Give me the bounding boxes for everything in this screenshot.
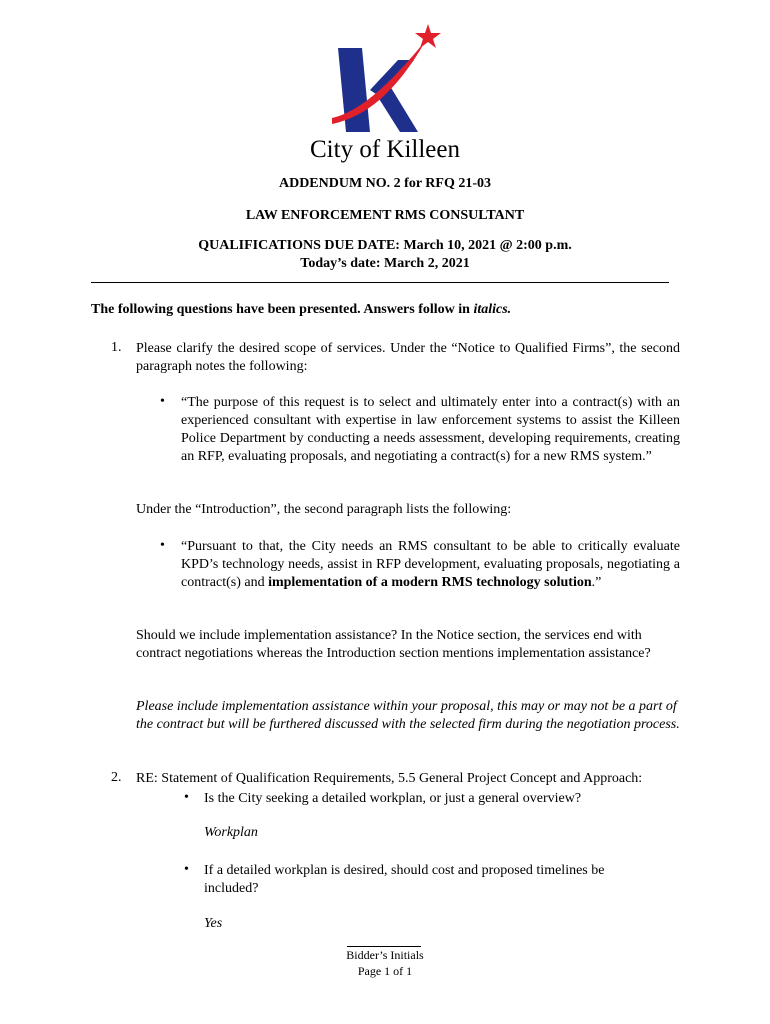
initials-line [347,946,421,947]
city-name: City of Killeen [310,136,460,163]
bidders-initials: Bidder’s Initials [346,948,424,962]
question-2-text: RE: Statement of Qualification Requirements, 5.5 General Project Concept and Approach: [136,771,643,786]
bullet-icon: • [160,394,165,409]
bullet-icon: • [184,790,189,805]
question-2-bullet-2: If a detailed workplan is desired, should cost and proposed timelines be included? [204,863,605,896]
intro-text: The following questions have been presented. Answers follow in [91,302,474,317]
due-date: QUALIFICATIONS DUE DATE: March 10, 2021 @ 2:00 p.m. [198,238,572,253]
bullet-icon: • [160,538,165,553]
rfq-subject: LAW ENFORCEMENT RMS CONSULTANT [245,208,525,223]
intro-statement [91,302,511,318]
question-1-number: 1. [111,340,122,355]
city-of-killeen-logo [330,20,442,136]
question-1-question: Should we include implementation assistance? In the Notice section, the services end with contract negotiations whereas the Introduction section mentions implementation assistance? [136,628,651,661]
todays-date: Today’s date: March 2, 2021 [300,256,470,271]
question-1-text: Please clarify the desired scope of services. Under the “Notice to Qualified Firms”, the second paragraph notes the following: [136,341,680,374]
bullet-icon: • [184,862,189,877]
question-1-answer: Please include implementation assistance within your proposal, this may or may not be a part of the contract but will be furthered discussed with the selected firm during the negotiation process. [136,699,680,732]
question-1-quote-2: “Pursuant to that, the City needs an RMS consultant to be able to critically evaluate KPD’s technology needs, assist in RFP development, evaluating proposals, negotiating a contract(s) and implementation of a modern RMS technology solution.” [181,539,680,590]
question-1-quote-1: “The purpose of this request is to select and ultimately enter into a contract(s) with an experienced consultant with expertise in law enforcement systems to assist the Killeen Police Department by conducting a needs assessment, developing requirements, creating an RFP, evaluating proposals, and negotiating a contract(s) for a new RMS system.” [181,395,680,464]
question-2-answer-1: Workplan [204,825,258,840]
question-2-answer-2: Yes [204,916,223,931]
question-1-intro-2: Under the “Introduction”, the second paragraph lists the following: [136,502,512,517]
question-2-number: 2. [111,770,122,785]
header-divider [91,282,669,283]
question-2-bullet-1: Is the City seeking a detailed workplan, or just a general overview? [204,791,582,806]
intro-italics: italics. [473,302,512,317]
addendum-title: ADDENDUM NO. 2 for RFQ 21-03 [278,176,492,191]
page-number: Page 1 of 1 [357,964,413,978]
